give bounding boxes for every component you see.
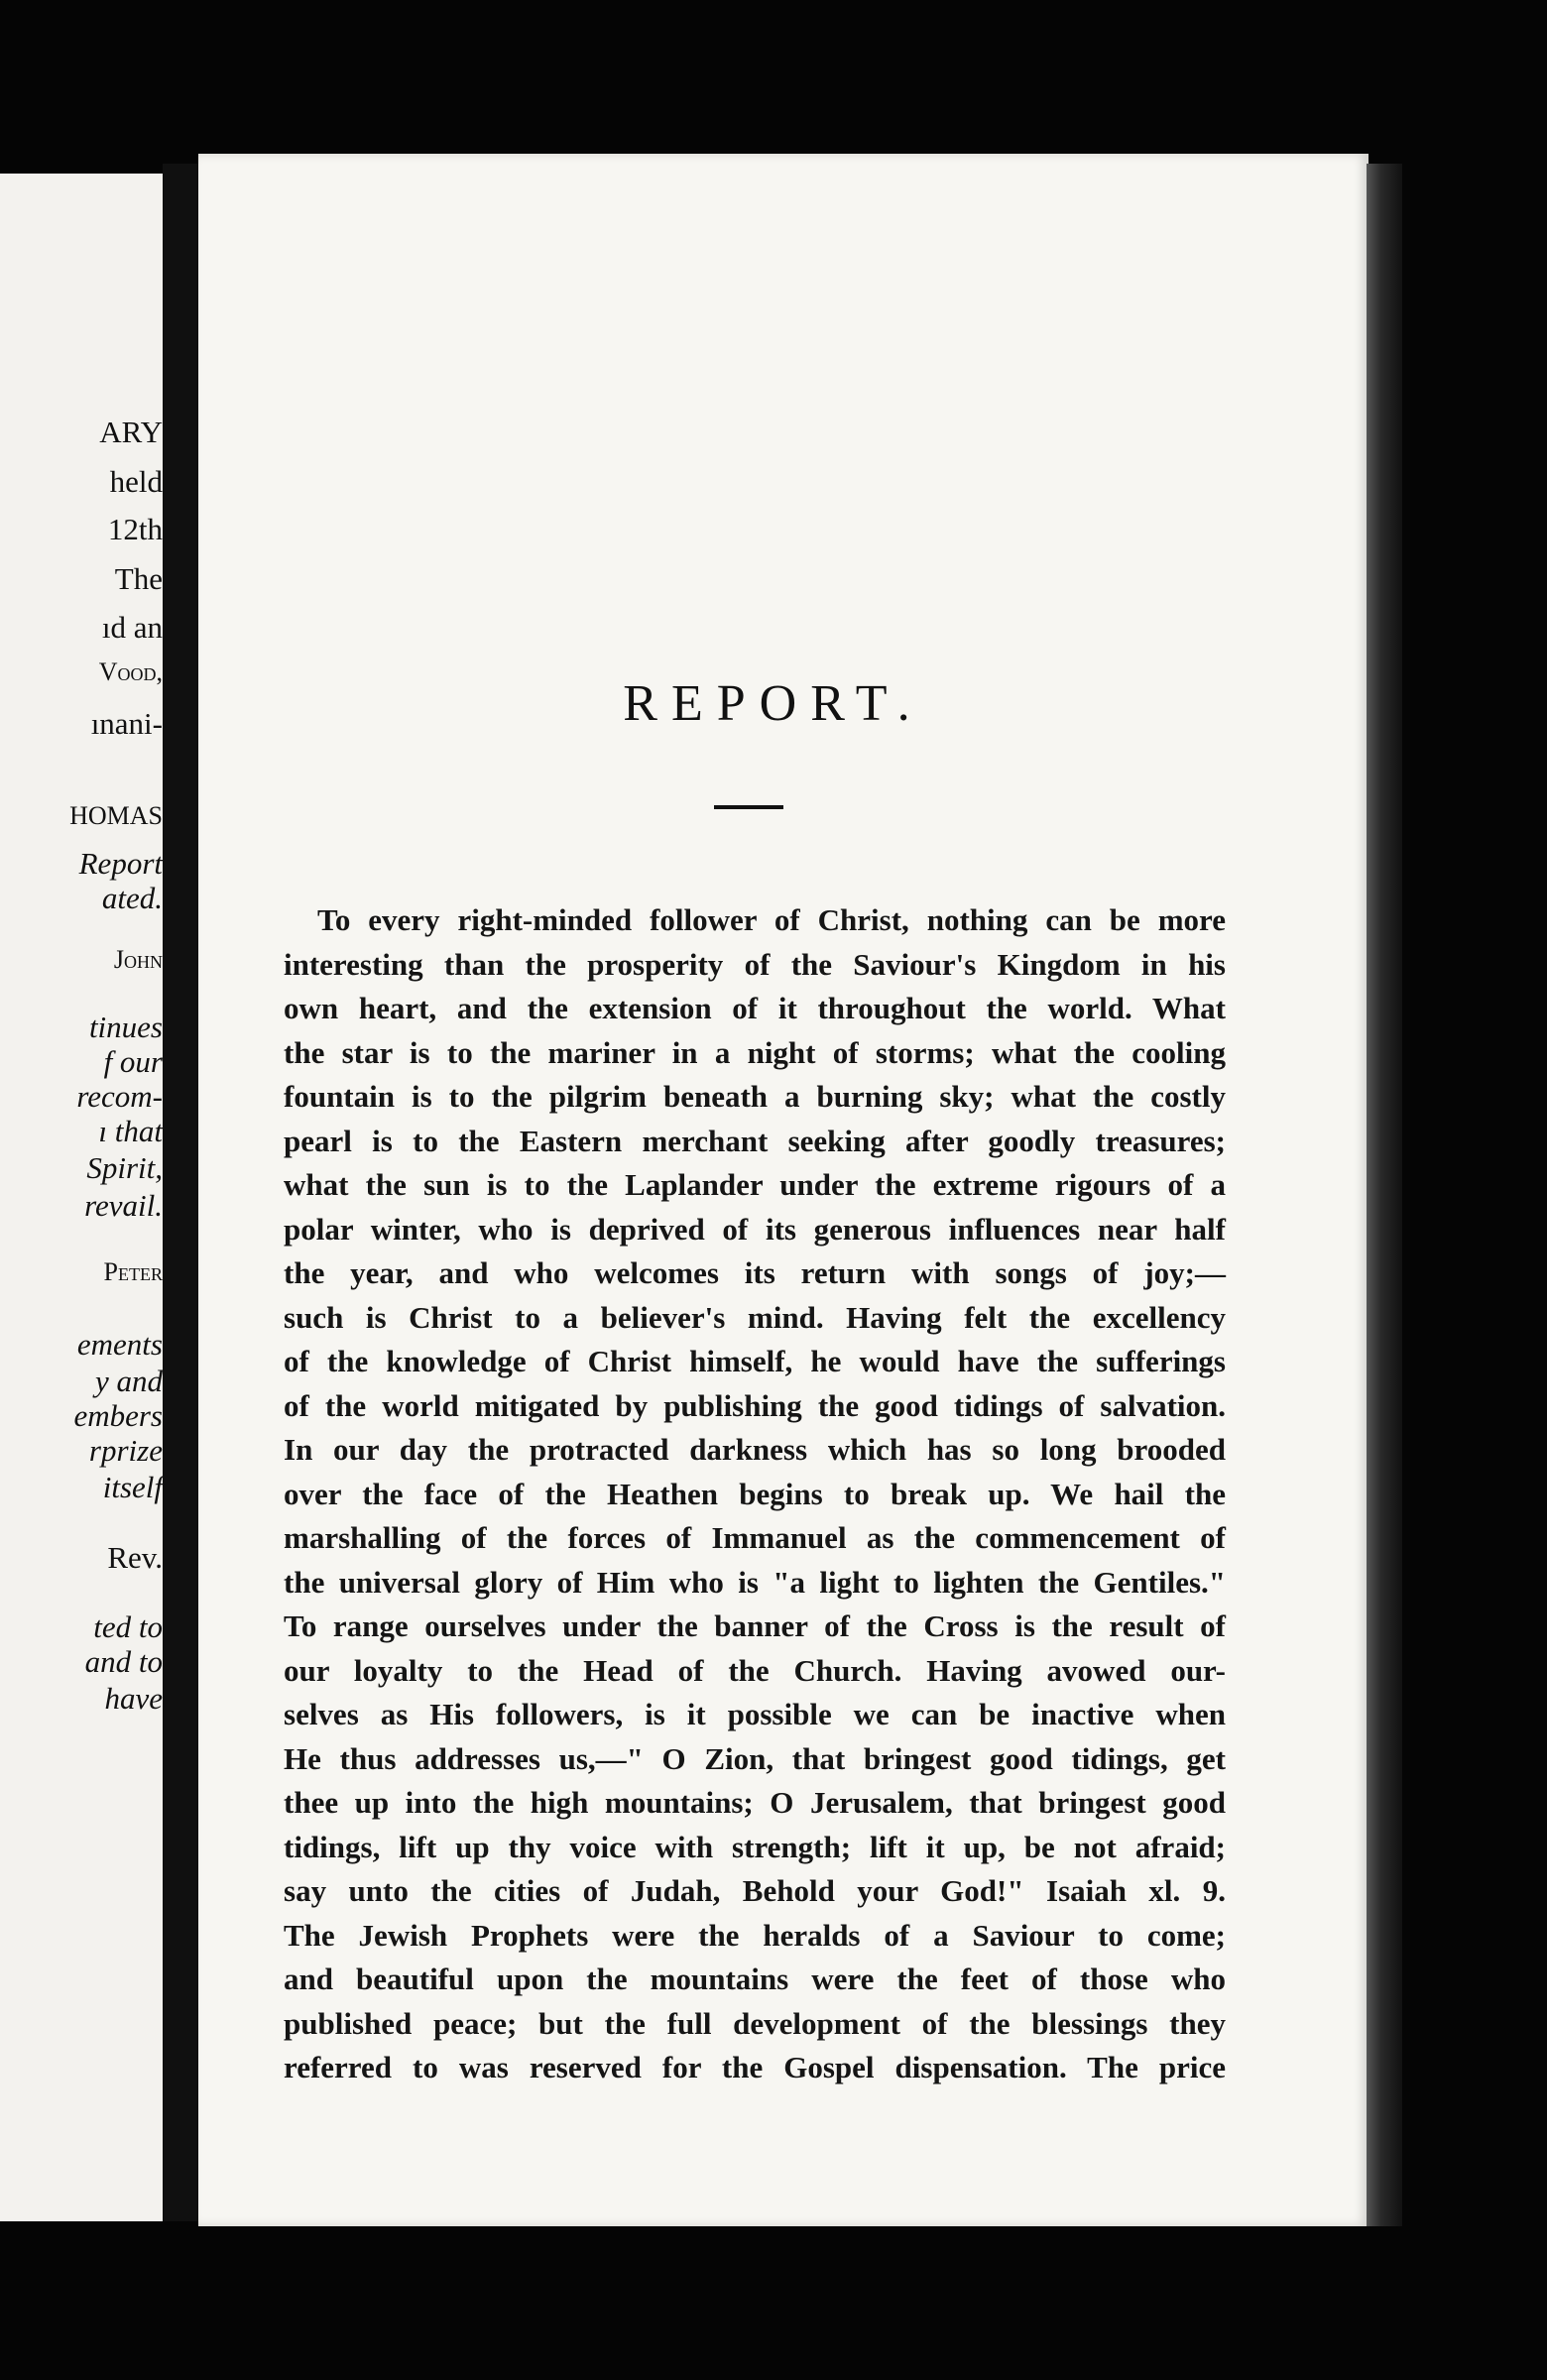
page-title: REPORT. [623, 675, 924, 732]
left-page-line: Report [78, 846, 163, 881]
body-line: our loyalty to the Head of the Church. Having avowed our- [284, 1652, 1226, 1688]
left-page-line: The [114, 561, 163, 596]
body-line: the year, and who welcomes its return with songs of joy;— [284, 1255, 1226, 1290]
left-page-line: ements [76, 1327, 163, 1362]
body-line: In our day the protracted darkness which has so long brooded [284, 1432, 1226, 1467]
report-body [284, 902, 1226, 2094]
body-line: The Jewish Prophets were the heralds of a Saviour to come; [284, 1917, 1226, 1953]
body-line: what the sun is to the Laplander under the extreme rigours of a [284, 1167, 1226, 1202]
left-page-line: ARY [99, 415, 163, 449]
left-page-line: ınani- [90, 706, 163, 741]
body-line: the star is to the mariner in a night of storms; what the cooling [284, 1034, 1226, 1070]
body-line: such is Christ to a believer's mind. Having felt the excellency [284, 1299, 1226, 1335]
left-page-line: itself [102, 1470, 163, 1504]
left-page-line: and to [84, 1644, 163, 1679]
left-page-line: y and [94, 1364, 163, 1398]
body-line: own heart, and the extension of it throughout the world. What [284, 991, 1226, 1025]
body-line: To range ourselves under the banner of the Cross is the result of [284, 1608, 1226, 1643]
body-line: published peace; but the full development of the blessings they [284, 2005, 1226, 2041]
left-page-line: recom- [76, 1079, 163, 1114]
left-page-line: ated. [101, 881, 163, 915]
left-page-line: embers [73, 1398, 163, 1433]
body-line: To every right-minded follower of Christ, nothing can be more [317, 902, 1226, 937]
body-line: He thus addresses us,—" O Zion, that bringest good tidings, get [284, 1740, 1226, 1776]
left-page-line: Vood, [98, 657, 163, 686]
left-page-line: Peter [103, 1257, 163, 1286]
body-line: the universal glory of Him who is "a light to lighten the Gentiles." [284, 1564, 1226, 1600]
body-line: selves as His followers, is it possible we can be inactive when [284, 1697, 1226, 1731]
body-line: fountain is to the pilgrim beneath a burning sky; what the costly [284, 1079, 1226, 1114]
left-facing-page [0, 174, 169, 2221]
body-line: referred to was reserved for the Gospel dispensation. The price [284, 2050, 1226, 2084]
left-page-line: 12th [107, 512, 163, 546]
title-rule [714, 805, 783, 809]
left-page-line: held [109, 464, 163, 499]
left-page-line: Rev. [107, 1540, 163, 1575]
left-page-line: Spirit, [86, 1150, 163, 1185]
body-line: say unto the cities of Judah, Behold your God!" Isaiah xl. 9. [284, 1873, 1226, 1908]
left-page-line: have [104, 1681, 163, 1716]
body-line: of the world mitigated by publishing the good tidings of salvation. [284, 1387, 1226, 1423]
body-line: over the face of the Heathen begins to break up. We hail the [284, 1476, 1226, 1511]
body-line: tidings, lift up thy voice with strength; lift it up, be not afraid; [284, 1829, 1226, 1864]
left-page-line: John [113, 945, 163, 974]
left-page-line: tinues [88, 1010, 163, 1044]
body-line: marshalling of the forces of Immanuel as the commencement of [284, 1520, 1226, 1555]
left-page-line: ı that [98, 1114, 163, 1148]
left-page-line: ted to [93, 1609, 163, 1644]
left-page-line: f our [103, 1044, 163, 1079]
body-line: thee up into the high mountains; O Jerusalem, that bringest good [284, 1785, 1226, 1820]
body-line: interesting than the prosperity of the Saviour's Kingdom in his [284, 946, 1226, 982]
body-line: and beautiful upon the mountains were the feet of those who [284, 1962, 1226, 1996]
left-page-line: HOMAS [69, 801, 163, 830]
left-page-line: revail. [84, 1188, 163, 1223]
left-page-line: rprize [88, 1433, 163, 1468]
body-line: of the knowledge of Christ himself, he would have the sufferings [284, 1344, 1226, 1378]
body-line: pearl is to the Eastern merchant seeking after goodly treasures; [284, 1123, 1226, 1158]
left-page-line: ıd an [101, 610, 163, 645]
body-line: polar winter, who is deprived of its generous influences near half [284, 1211, 1226, 1247]
page-edge [1367, 164, 1402, 2226]
